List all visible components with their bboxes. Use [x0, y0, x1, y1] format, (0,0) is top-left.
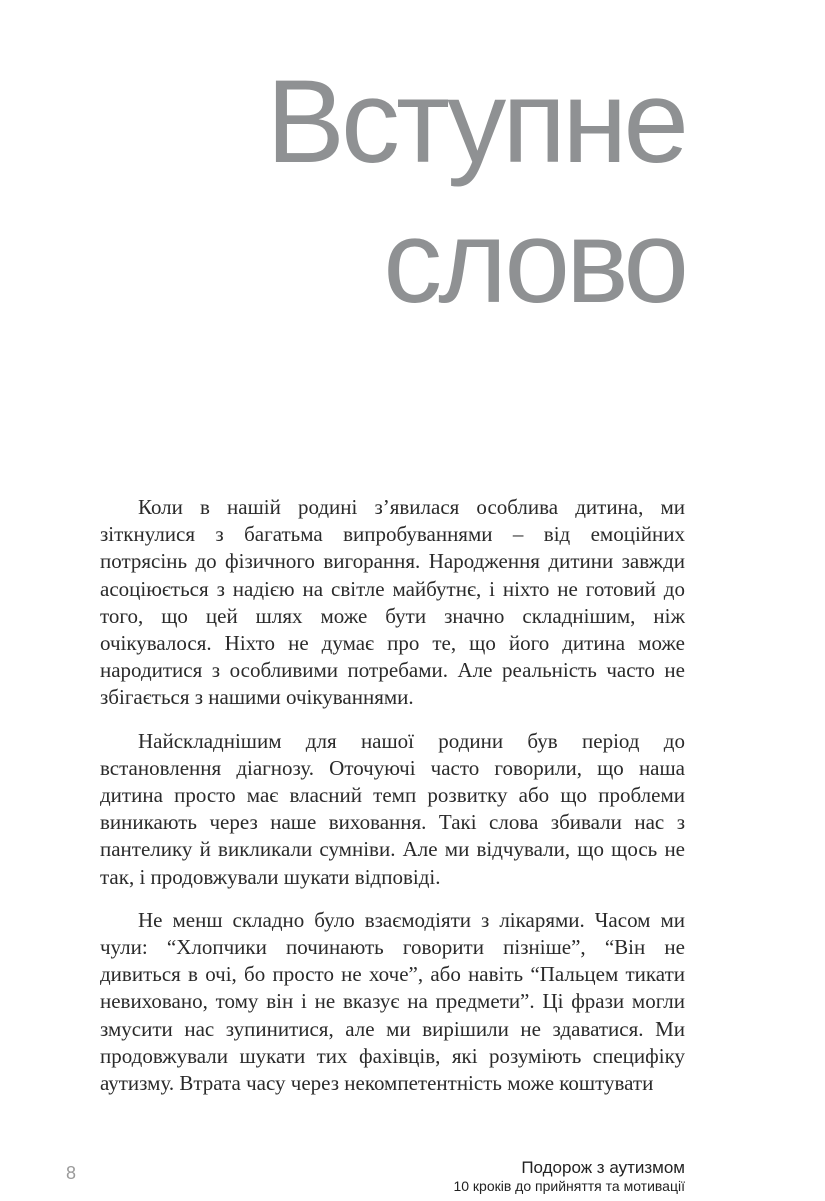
running-footer	[453, 1158, 685, 1195]
body-text	[100, 494, 685, 1113]
book-title: Подорож з аутизмом	[521, 1158, 685, 1177]
paragraph-2: Найскладнішим для нашої родини був період до встановлення діагнозу. Оточуючі часто говорили, що наша дитина просто має власний темп розвитку або що проблеми виникають через наше виховання. Такі слова збивали нас з пантелику й викликали сумніви. Але ми відчували, що щось не так, і продовжували шукати відповіді.	[100, 728, 685, 889]
book-subtitle: 10 кроків до прийняття та мотивації	[453, 1178, 685, 1194]
chapter-title-line-1: Вступне	[266, 56, 685, 188]
paragraph-1: Коли в нашій родині з’явилася особлива дитина, ми зіткнулися з багатьма випробуваннями – від емоційних потрясінь до фізичного вигорання. Народження дитини завжди асоціюється з надією на світле майбутнє, і ніхто не готовий до того, що цей шлях може бути значно складнішим, ніж очікувалося. Ніхто не думає про те, що його дитина може народитися з особливими потребами. Але реальність часто не збігається з нашими очікуваннями.	[100, 495, 685, 710]
chapter-title	[125, 52, 685, 332]
paragraph-3: Не менш складно було взаємодіяти з лікарями. Часом ми чули: “Хлопчики починають говорити пізніше”, “Він не дивиться в очі, бо просто не хоче”, або навіть “Пальцем тикати невиховано, тому він і не вказує на предмети”. Ці фрази могли змусити нас зупинитися, але ми вирішили не здаватися. Ми продовжували шукати тих фахівців, які розуміють специфіку аутизму. Втрата часу через некомпетентність може коштувати	[100, 907, 685, 1096]
chapter-title-line-2: слово	[383, 196, 685, 328]
page-number: 8	[66, 1163, 77, 1183]
